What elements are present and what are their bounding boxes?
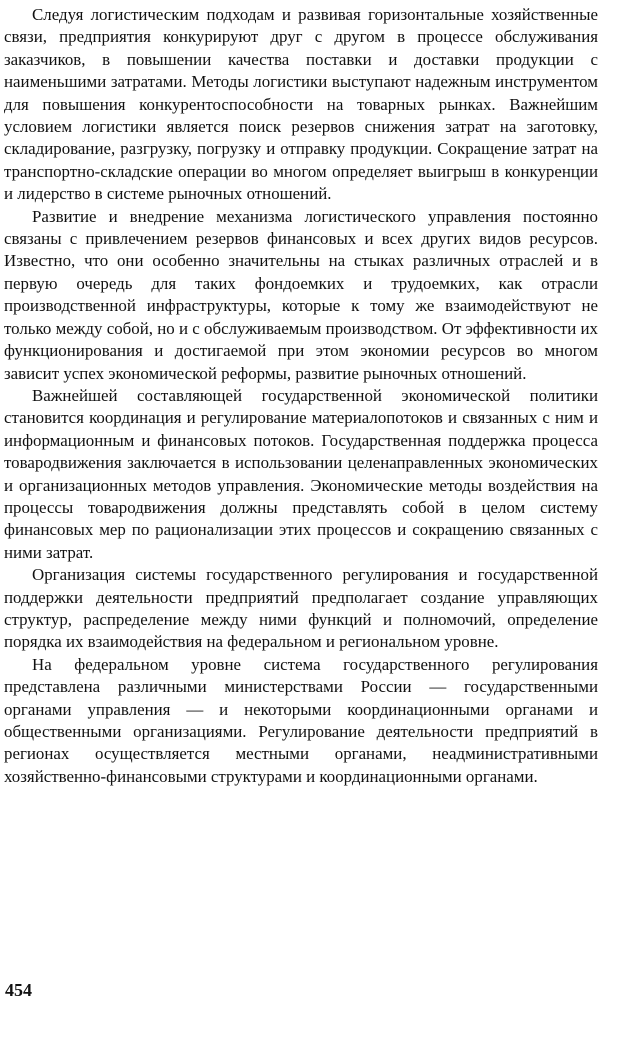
paragraph-3: Важнейшей составляющей государственной экономической политики становится координация и регулирование материалопотоков и связанных с ним и информационным и финансовых потоков. Государственная поддержка процесса товародвижения заключается в использовании целенаправленных экономических и организационных методов управления. Экономические методы воздействия на процессы товародвижения должны представлять собой в целом систему финансовых мер по рационализации этих процессов и сокращению связанных с ними затрат. [4, 385, 598, 562]
paragraph-4: Организация системы государственного регулирования и государственной поддержки деятельности предприятий предполагает создание управляющих структур, распределение между ними функций и полномочий, определение порядка их взаимодействия на федеральном и региональном уровне. [4, 565, 598, 652]
paragraph-2: Развитие и внедрение механизма логистического управления постоянно связаны с привлечением резервов финансовых и всех других видов ресурсов. Известно, что они особенно значительны на стыках различных отраслей и в первую очередь для таких фондоемких и трудоемких, как отрасли производственной инфраструктуры, которые к тому же взаимодействуют не только между собой, но и с обслуживаемым производством. От эффективности их функционирования и достигаемой при этом экономии ресурсов во многом зависит успех экономической реформы, развитие рыночных отношений. [4, 206, 598, 383]
page-body [4, 4, 598, 788]
paragraph-5: На федеральном уровне система государственного регулирования представлена различными министерствами России — государственными органами управления — и некоторыми координационными органами и общественными организациями. Регулирование деятельности предприятий в регионах осуществляется местными органами, неадминистративными хозяйственно-финансовыми структурами и координационными органами. [4, 654, 598, 786]
paragraph-1: Следуя логистическим подходам и развивая горизонтальные хозяйственные связи, предприятия конкурируют друг с другом в процессе обслуживания заказчиков, в повышении качества поставки и доставки продукции с наименьшими затратами. Методы логистики выступают надежным инструментом для повышения конкурентоспособности на товарных рынках. Важнейшим условием логистики является поиск резервов снижения затрат на заготовку, складирование, разгрузку, погрузку и отправку продукции. Сокращение затрат на транспортно-складские операции во многом определяет выигрыш в конкуренции и лидерство в системе рыночных отношений. [4, 5, 598, 204]
page-number: 454 [5, 980, 32, 1000]
